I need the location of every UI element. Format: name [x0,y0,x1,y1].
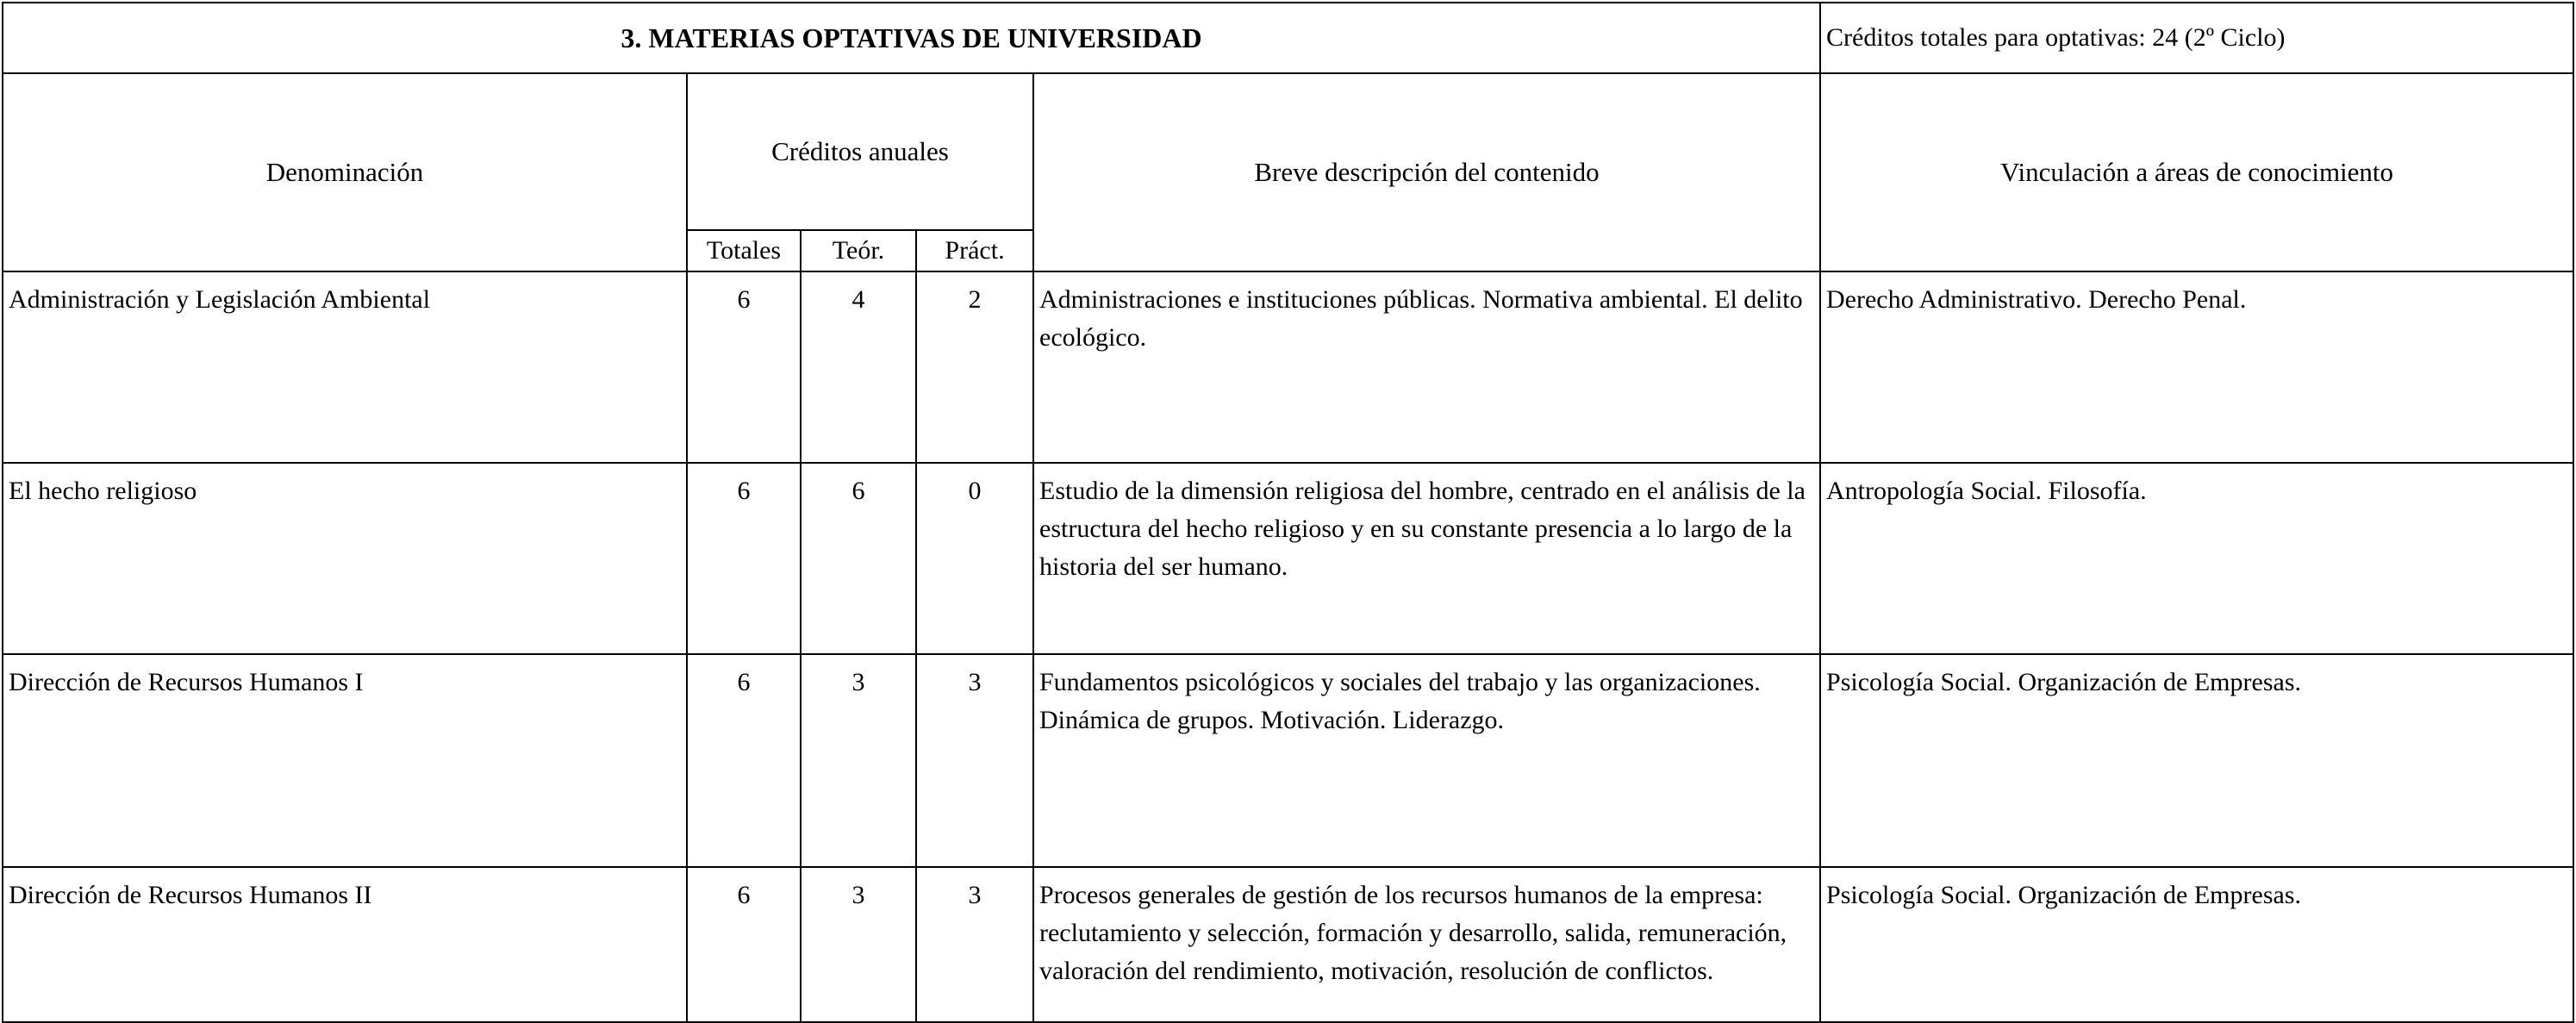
table-title: 3. MATERIAS OPTATIVAS DE UNIVERSIDAD [3,3,1820,73]
knowledge-area: Antropología Social. Filosofía. [1820,463,2573,654]
knowledge-area: Psicología Social. Organización de Empresas. [1820,654,2573,867]
subject-name: Dirección de Recursos Humanos I [3,654,687,867]
subject-name: El hecho religioso [3,463,687,654]
header-pract: Práct. [916,230,1033,271]
total-credits-note: Créditos totales para optativas: 24 (2º Ciclo) [1820,3,2573,73]
subject-description: Fundamentos psicológicos y sociales del trabajo y las organizaciones. Dinámica de grupos. Motivación. Liderazgo. [1033,654,1820,867]
knowledge-area: Derecho Administrativo. Derecho Penal. [1820,271,2573,463]
knowledge-area: Psicología Social. Organización de Empresas. [1820,867,2573,1022]
credits-totales: 6 [687,654,801,867]
credits-pract: 3 [916,654,1033,867]
credits-pract: 3 [916,867,1033,1022]
header-vinculacion: Vinculación a áreas de conocimiento [1820,73,2573,271]
title-row [3,3,2573,73]
subject-description: Procesos generales de gestión de los recursos humanos de la empresa: reclutamiento y selección, formación y desarrollo, salida, remuneración, valoración del rendimiento, motivación, resolución de conflictos. [1033,867,1820,1022]
header-teor: Teór. [801,230,916,271]
table-row [3,463,2573,654]
subject-name: Administración y Legislación Ambiental [3,271,687,463]
subject-description: Estudio de la dimensión religiosa del hombre, centrado en el análisis de la estructura del hecho religioso y en su constante presencia a lo largo de la historia del ser humano. [1033,463,1820,654]
credits-pract: 0 [916,463,1033,654]
credits-pract: 2 [916,271,1033,463]
header-descripcion: Breve descripción del contenido [1033,73,1820,271]
header-totales: Totales [687,230,801,271]
header-creditos-anuales: Créditos anuales [687,73,1033,230]
credits-teor: 3 [801,654,916,867]
header-row [3,73,2573,230]
credits-totales: 6 [687,271,801,463]
credits-teor: 3 [801,867,916,1022]
header-denominacion: Denominación [3,73,687,271]
credits-totales: 6 [687,463,801,654]
subject-name: Dirección de Recursos Humanos II [3,867,687,1022]
credits-teor: 6 [801,463,916,654]
table-row [3,654,2573,867]
optional-subjects-form [2,2,2573,988]
table-row [3,867,2573,1022]
credits-totales: 6 [687,867,801,1022]
subjects-table [2,2,2574,1023]
table-row [3,271,2573,463]
credits-teor: 4 [801,271,916,463]
subject-description: Administraciones e instituciones públicas. Normativa ambiental. El delito ecológico. [1033,271,1820,463]
